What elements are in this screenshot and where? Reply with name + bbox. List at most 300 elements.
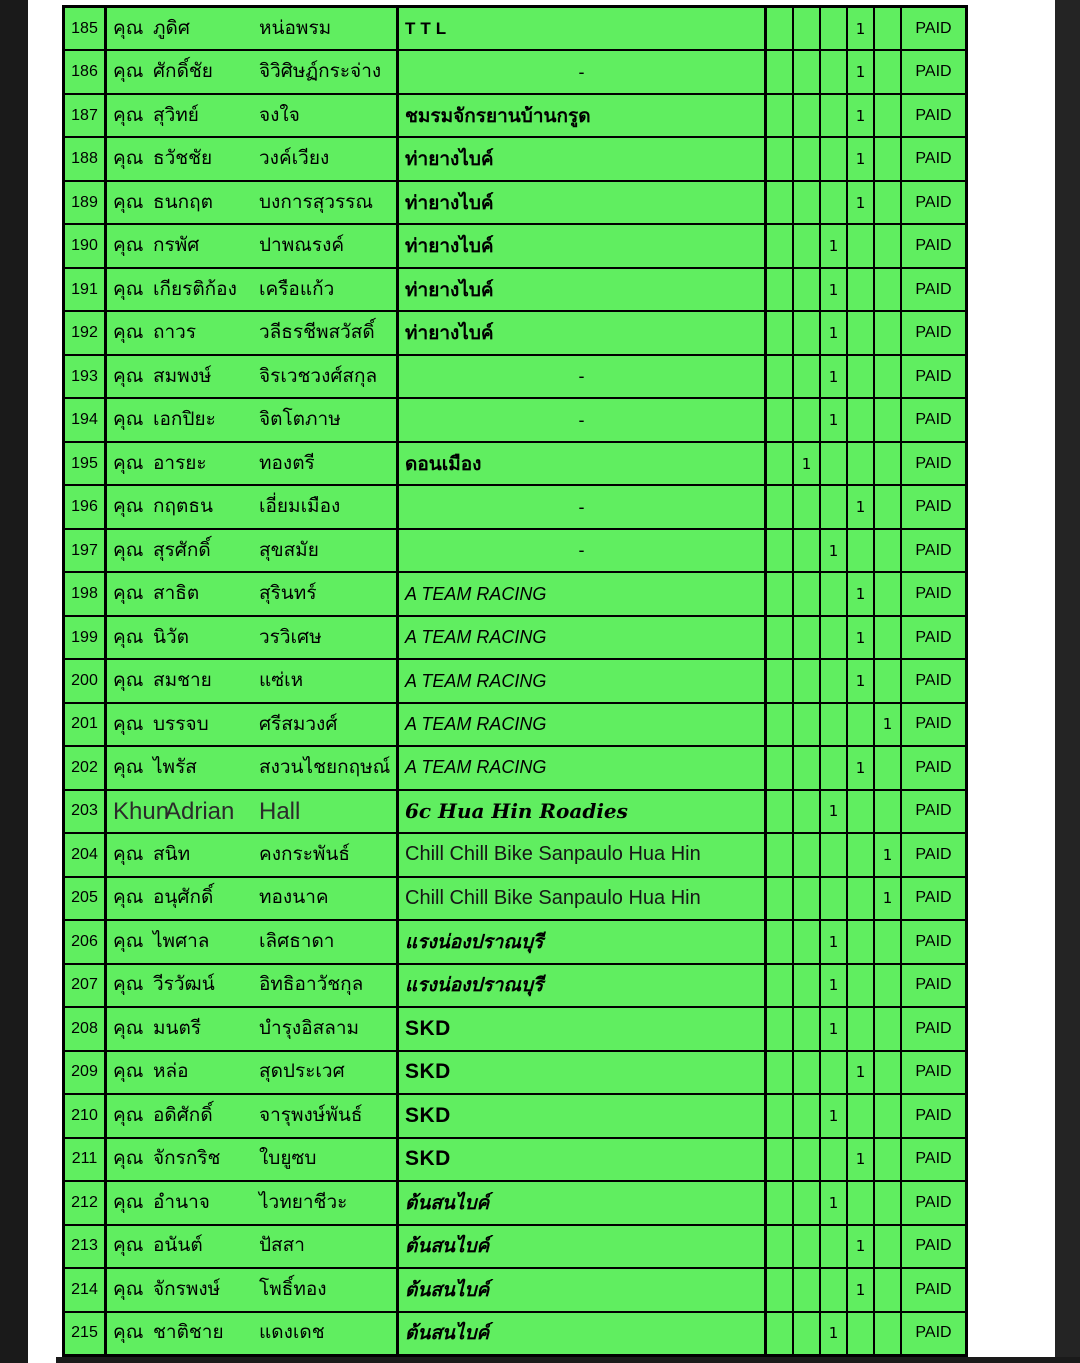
status-cell: PAID	[915, 1063, 952, 1081]
mark-cell-2	[794, 878, 821, 919]
mark-cell-5	[875, 138, 902, 179]
table-row	[65, 51, 965, 94]
mark-cell-2	[794, 704, 821, 745]
mark-cell-3	[821, 1269, 848, 1310]
mark-cell-1	[767, 1269, 794, 1310]
mark-cell-1	[767, 791, 794, 832]
mark-cell-1	[767, 1052, 794, 1093]
status-cell: PAID	[915, 715, 952, 733]
first-name: สุวิทย์	[153, 103, 199, 126]
last-name: คงกระพันธ์	[259, 842, 351, 865]
mark-value: 1	[828, 976, 839, 995]
title-label: คุณ	[113, 277, 144, 300]
first-name: เกียรติก้อง	[153, 277, 237, 300]
mark-cell-4	[848, 1095, 875, 1136]
mark-cell-2	[794, 1313, 821, 1354]
mark-cell-4	[848, 225, 875, 266]
mark-value: 1	[828, 1324, 839, 1343]
status-cell: PAID	[915, 1193, 952, 1211]
first-name: วีรวัฒน์	[153, 973, 215, 996]
table-row	[65, 182, 965, 225]
title-label: คุณ	[113, 495, 144, 518]
first-name: มนตรี	[153, 1016, 202, 1039]
first-name: สุรศักดิ์	[153, 538, 211, 561]
mark-cell-3	[821, 8, 848, 49]
last-name: จิรเวชวงศ์สกุล	[259, 364, 378, 387]
last-name: จงใจ	[259, 103, 300, 126]
last-name: สุขสมัย	[259, 538, 319, 561]
mark-value: 1	[855, 1280, 866, 1299]
mark-cell-4	[848, 1269, 875, 1310]
status-cell: PAID	[915, 454, 952, 472]
mark-cell-3	[821, 182, 848, 223]
team-cell: SKD	[399, 1008, 767, 1049]
mark-value: 1	[855, 628, 866, 647]
team-cell: A TEAM RACING	[399, 747, 767, 788]
mark-cell-5	[875, 1313, 902, 1354]
mark-value: 1	[855, 672, 866, 690]
first-name: เอกปิยะ	[153, 408, 216, 431]
name-cell	[107, 356, 399, 397]
team-cell: แรงน่องปราณบุรี	[399, 965, 767, 1006]
team-cell: TTL	[399, 8, 767, 49]
row-number-cell: 197	[65, 530, 107, 571]
mark-cell-2	[794, 8, 821, 49]
row-number-cell: 214	[65, 1269, 107, 1310]
first-name: นิวัต	[153, 625, 189, 648]
mark-cell-3	[821, 269, 848, 310]
name-cell	[107, 138, 399, 179]
last-name: จิวิศิษฏ์กระจ่าง	[259, 60, 382, 83]
mark-cell-4	[848, 356, 875, 397]
mark-cell-1	[767, 399, 794, 440]
mark-cell-5	[875, 1269, 902, 1310]
mark-cell-3	[821, 399, 848, 440]
mark-cell-1	[767, 1182, 794, 1223]
mark-value: 1	[828, 1193, 839, 1212]
team-cell: Chill Chill Bike Sanpaulo Hua Hin	[399, 834, 767, 875]
row-number-cell: 201	[65, 704, 107, 745]
mark-cell-5	[875, 225, 902, 266]
mark-cell-3	[821, 486, 848, 527]
team-cell: ชมรมจักรยานบ้านกรูด	[399, 95, 767, 136]
team-cell: ท่ายางไบค์	[399, 138, 767, 179]
team-cell: SKD	[399, 1052, 767, 1093]
table-row	[65, 1052, 965, 1095]
mark-value: 1	[828, 411, 839, 430]
team-cell: -	[399, 356, 767, 397]
table-row	[65, 443, 965, 486]
mark-value: 1	[855, 150, 866, 169]
mark-cell-5	[875, 399, 902, 440]
mark-cell-2	[794, 1226, 821, 1267]
status-cell: PAID	[915, 324, 952, 342]
mark-cell-1	[767, 138, 794, 179]
team-cell: ต้นสนไบค์	[399, 1182, 767, 1223]
last-name: สุดประเวศ	[259, 1060, 345, 1083]
mark-cell-4	[848, 660, 875, 701]
mark-cell-4	[848, 1226, 875, 1267]
status-cell: PAID	[915, 889, 952, 907]
mark-cell-3	[821, 704, 848, 745]
name-cell	[107, 747, 399, 788]
mark-cell-2	[794, 1008, 821, 1049]
status-cell: PAID	[915, 585, 952, 603]
mark-cell-5	[875, 1008, 902, 1049]
name-cell	[107, 1139, 399, 1180]
mark-cell-3	[821, 51, 848, 92]
mark-cell-3	[821, 921, 848, 962]
mark-cell-5	[875, 269, 902, 310]
mark-cell-5	[875, 965, 902, 1006]
mark-cell-1	[767, 356, 794, 397]
name-cell	[107, 486, 399, 527]
mark-cell-3	[821, 1182, 848, 1223]
last-name: ปาพณรงค์	[259, 234, 345, 257]
mark-cell-4	[848, 1052, 875, 1093]
mark-value: 1	[828, 280, 839, 299]
mark-cell-4	[848, 312, 875, 353]
last-name: ทองนาค	[259, 886, 329, 909]
title-label: คุณ	[113, 1016, 144, 1039]
first-name: ธวัชชัย	[153, 147, 213, 170]
name-cell	[107, 1182, 399, 1223]
team-cell: ท่ายางไบค์	[399, 269, 767, 310]
first-name: สาธิต	[153, 582, 200, 605]
mark-cell-1	[767, 530, 794, 571]
table-row	[65, 530, 965, 573]
last-name: จิตโตภาษ	[259, 408, 341, 431]
title-label: คุณ	[113, 538, 144, 561]
mark-value: 1	[855, 1063, 866, 1082]
mark-value: 1	[855, 498, 866, 517]
first-name: กฤตธน	[153, 495, 213, 518]
mark-cell-2	[794, 269, 821, 310]
status-cell: PAID	[915, 1324, 952, 1342]
row-number-cell: 189	[65, 182, 107, 223]
mark-cell-2	[794, 138, 821, 179]
mark-cell-3	[821, 312, 848, 353]
mark-value: 1	[855, 1150, 866, 1169]
mark-cell-5	[875, 443, 902, 484]
mark-cell-3	[821, 95, 848, 136]
table-row	[65, 138, 965, 181]
last-name: สุรินทร์	[259, 582, 317, 605]
title-label: คุณ	[113, 756, 144, 778]
title-label: คุณ	[113, 1060, 144, 1083]
mark-cell-5	[875, 312, 902, 353]
last-name: Hall	[259, 797, 301, 825]
mark-cell-2	[794, 530, 821, 571]
name-cell	[107, 530, 399, 571]
team-cell: Chill Chill Bike Sanpaulo Hua Hin	[399, 878, 767, 919]
mark-cell-2	[794, 1139, 821, 1180]
name-cell	[107, 225, 399, 266]
status-cell: PAID	[915, 498, 952, 516]
mark-cell-5	[875, 51, 902, 92]
title-label: คุณ	[113, 1190, 144, 1213]
mark-value: 1	[828, 541, 839, 560]
mark-cell-2	[794, 399, 821, 440]
status-cell: PAID	[915, 845, 952, 863]
status-cell: PAID	[915, 628, 952, 646]
mark-cell-5	[875, 704, 902, 745]
mark-cell-1	[767, 660, 794, 701]
table-row	[65, 617, 965, 660]
table-row	[65, 1008, 965, 1051]
status-cell: PAID	[915, 976, 952, 994]
status-cell: PAID	[915, 758, 952, 776]
mark-value: 1	[882, 889, 893, 908]
mark-cell-1	[767, 225, 794, 266]
title-label: คุณ	[113, 1277, 144, 1300]
title-label: คุณ	[113, 321, 144, 344]
mark-cell-2	[794, 1269, 821, 1310]
last-name: แดงเดช	[259, 1321, 325, 1344]
title-label: คุณ	[113, 973, 144, 996]
title-label: คุณ	[113, 625, 144, 648]
status-cell: PAID	[915, 1106, 952, 1124]
title-label: คุณ	[113, 451, 144, 474]
first-name: อนุศักดิ์	[153, 886, 214, 909]
mark-cell-5	[875, 617, 902, 658]
row-number-cell: 200	[65, 660, 107, 701]
team-cell: SKD	[399, 1095, 767, 1136]
mark-cell-5	[875, 573, 902, 614]
row-number-cell: 186	[65, 51, 107, 92]
team-cell: ท่ายางไบค์	[399, 225, 767, 266]
table-row	[65, 965, 965, 1008]
first-name: ชาติชาย	[153, 1321, 224, 1344]
mark-cell-4	[848, 269, 875, 310]
row-number-cell: 187	[65, 95, 107, 136]
name-cell	[107, 443, 399, 484]
title-label: คุณ	[113, 364, 144, 387]
mark-value: 1	[828, 1019, 839, 1038]
last-name: ปัสสา	[259, 1234, 305, 1257]
first-name: ภูดิศ	[153, 16, 190, 39]
mark-cell-4	[848, 1313, 875, 1354]
mark-cell-5	[875, 921, 902, 962]
mark-cell-1	[767, 834, 794, 875]
mark-cell-4	[848, 1182, 875, 1223]
mark-cell-3	[821, 1313, 848, 1354]
mark-cell-4	[848, 834, 875, 875]
document-page	[28, 0, 1055, 1363]
mark-cell-2	[794, 486, 821, 527]
mark-cell-5	[875, 1182, 902, 1223]
first-name: ไพศาล	[153, 929, 210, 952]
title-label: คุณ	[113, 929, 144, 952]
mark-cell-1	[767, 312, 794, 353]
mark-cell-1	[767, 704, 794, 745]
mark-cell-5	[875, 1226, 902, 1267]
first-name: สมชาย	[153, 669, 212, 692]
mark-cell-5	[875, 182, 902, 223]
last-name: เลิศธาดา	[259, 929, 335, 952]
team-cell: -	[399, 399, 767, 440]
mark-value: 1	[855, 63, 866, 82]
last-name: อิทธิอาวัชกุล	[259, 973, 364, 996]
mark-cell-1	[767, 878, 794, 919]
row-number-cell: 198	[65, 573, 107, 614]
mark-cell-2	[794, 965, 821, 1006]
first-name: หล่อ	[153, 1060, 189, 1083]
last-name: ไวทยาชีวะ	[259, 1190, 348, 1213]
team-cell: แรงน่องปราณบุรี	[399, 921, 767, 962]
team-cell: ต้นสนไบค์	[399, 1226, 767, 1267]
mark-value: 1	[855, 1237, 866, 1256]
status-cell: PAID	[915, 63, 952, 81]
mark-cell-3	[821, 1095, 848, 1136]
title-label: คุณ	[113, 669, 144, 692]
mark-cell-4	[848, 530, 875, 571]
mark-cell-4	[848, 1008, 875, 1049]
viewer-left-margin	[0, 0, 28, 1363]
mark-cell-1	[767, 573, 794, 614]
mark-cell-5	[875, 1052, 902, 1093]
team-cell: -	[399, 51, 767, 92]
last-name: วรวิเศษ	[259, 625, 322, 648]
last-name: วลีธรชีพสวัสดิ์	[259, 321, 375, 344]
row-number-cell: 209	[65, 1052, 107, 1093]
mark-cell-2	[794, 921, 821, 962]
mark-cell-1	[767, 1139, 794, 1180]
last-name: บำรุงอิสลาม	[259, 1016, 360, 1039]
name-cell	[107, 1095, 399, 1136]
name-cell	[107, 51, 399, 92]
mark-cell-5	[875, 660, 902, 701]
mark-cell-2	[794, 51, 821, 92]
row-number-cell: 204	[65, 834, 107, 875]
status-cell: PAID	[915, 193, 952, 211]
first-name: สนิท	[153, 842, 191, 865]
last-name: เครือแก้ว	[259, 277, 335, 300]
table-row	[65, 1095, 965, 1138]
mark-cell-2	[794, 95, 821, 136]
first-name: Adrian	[165, 797, 235, 825]
mark-cell-1	[767, 617, 794, 658]
mark-value: 1	[828, 802, 839, 821]
table-row	[65, 312, 965, 355]
mark-cell-5	[875, 878, 902, 919]
status-cell: PAID	[915, 672, 952, 689]
name-cell	[107, 182, 399, 223]
mark-cell-2	[794, 573, 821, 614]
mark-cell-2	[794, 791, 821, 832]
mark-cell-4	[848, 573, 875, 614]
first-name: ธนกฤต	[153, 190, 213, 213]
name-cell	[107, 791, 399, 832]
mark-cell-5	[875, 8, 902, 49]
mark-cell-4	[848, 747, 875, 788]
mark-cell-5	[875, 356, 902, 397]
viewer-right-margin	[1055, 0, 1080, 1363]
table-row	[65, 1313, 965, 1354]
mark-value: 1	[855, 758, 866, 777]
title-label: คุณ	[113, 60, 144, 83]
mark-cell-1	[767, 1008, 794, 1049]
row-number-cell: 193	[65, 356, 107, 397]
title-label: คุณ	[113, 1321, 144, 1344]
name-cell	[107, 617, 399, 658]
name-cell	[107, 399, 399, 440]
name-cell	[107, 8, 399, 49]
row-number-cell: 196	[65, 486, 107, 527]
mark-cell-2	[794, 617, 821, 658]
team-cell: -	[399, 530, 767, 571]
mark-cell-4	[848, 617, 875, 658]
name-cell	[107, 95, 399, 136]
mark-cell-2	[794, 660, 821, 701]
mark-value: 1	[828, 367, 839, 386]
team-cell: ท่ายางไบค์	[399, 182, 767, 223]
table-row	[65, 704, 965, 747]
table-row	[65, 834, 965, 877]
mark-cell-4	[848, 443, 875, 484]
mark-cell-1	[767, 8, 794, 49]
team-cell: A TEAM RACING	[399, 573, 767, 614]
mark-cell-1	[767, 269, 794, 310]
name-cell	[107, 1313, 399, 1354]
mark-cell-1	[767, 182, 794, 223]
mark-cell-3	[821, 1139, 848, 1180]
last-name: ใบยูซบ	[259, 1147, 317, 1170]
mark-cell-3	[821, 965, 848, 1006]
status-cell: PAID	[915, 237, 952, 255]
mark-cell-2	[794, 1052, 821, 1093]
title-label: คุณ	[113, 16, 144, 39]
status-cell: PAID	[915, 411, 952, 429]
table-row	[65, 225, 965, 268]
table-row	[65, 747, 965, 790]
title-label: คุณ	[113, 1147, 144, 1170]
last-name: จารุพงษ์พันธ์	[259, 1103, 363, 1126]
title-label: คุณ	[113, 712, 144, 735]
status-cell: PAID	[915, 1237, 952, 1255]
mark-cell-3	[821, 878, 848, 919]
last-name: หน่อพรม	[259, 16, 332, 39]
first-name: อำนาจ	[153, 1190, 210, 1213]
title-label: Khun	[113, 797, 170, 825]
name-cell	[107, 573, 399, 614]
name-cell	[107, 269, 399, 310]
mark-value: 1	[801, 454, 812, 473]
name-cell	[107, 660, 399, 701]
mark-cell-5	[875, 834, 902, 875]
status-cell: PAID	[915, 802, 952, 820]
mark-cell-4	[848, 921, 875, 962]
mark-cell-2	[794, 182, 821, 223]
row-number-cell: 185	[65, 8, 107, 49]
last-name: โพธิ์ทอง	[259, 1277, 327, 1300]
mark-cell-3	[821, 617, 848, 658]
mark-cell-4	[848, 965, 875, 1006]
mark-cell-4	[848, 486, 875, 527]
mark-cell-1	[767, 95, 794, 136]
mark-value: 1	[855, 193, 866, 212]
team-cell: A TEAM RACING	[399, 660, 767, 701]
mark-cell-4	[848, 182, 875, 223]
title-label: คุณ	[113, 582, 144, 605]
table-row	[65, 791, 965, 834]
first-name: อารยะ	[153, 451, 207, 474]
first-name: สมพงษ์	[153, 364, 212, 387]
row-number-cell: 202	[65, 747, 107, 788]
table-row	[65, 1226, 965, 1269]
mark-cell-4	[848, 1139, 875, 1180]
mark-cell-5	[875, 95, 902, 136]
